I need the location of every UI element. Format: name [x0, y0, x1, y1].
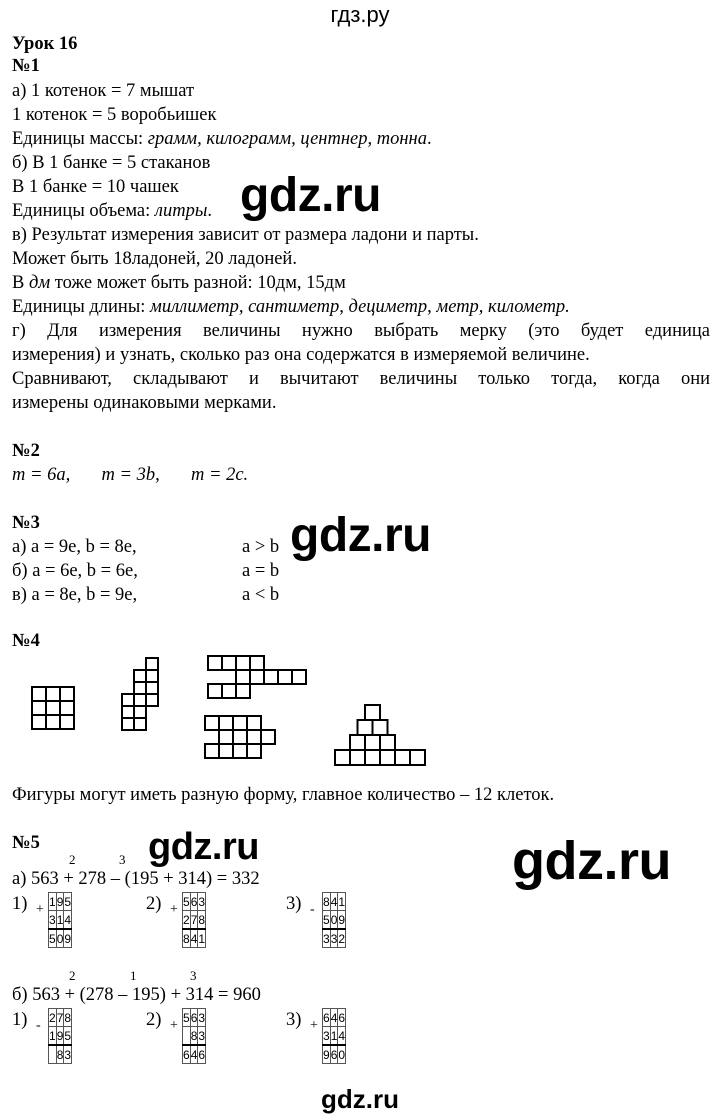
calc-step-label: 3)	[286, 894, 302, 914]
operation-sign: +	[170, 1018, 178, 1033]
task5-heading: №5	[12, 833, 40, 853]
figure-cell	[250, 670, 264, 684]
figure-cell	[236, 656, 250, 670]
digit-cell: 6	[190, 1010, 198, 1025]
digit-cell: 8	[56, 1045, 64, 1064]
digit-cell: 5	[64, 1027, 72, 1046]
figure-cell	[247, 716, 261, 730]
calc-step-label: 2)	[146, 894, 162, 914]
digit-cell: 7	[56, 1010, 64, 1025]
task1-line: в) Результат измерения зависит от размера ладони и парты.	[12, 225, 479, 245]
figure-cell	[208, 656, 222, 670]
digit-cell: 4	[338, 1027, 346, 1046]
watermark: gdz.ru	[512, 831, 671, 891]
figure-cell	[122, 706, 134, 718]
figure-cell	[233, 744, 247, 758]
digit-cell: 5	[323, 911, 331, 930]
task1-heading: №1	[12, 56, 40, 76]
figure-cell	[373, 720, 388, 735]
operation-sign: +	[36, 902, 44, 917]
task4-figures	[0, 650, 720, 780]
digit-cell: 1	[49, 894, 56, 909]
figure-cell	[205, 716, 219, 730]
figure-cell	[350, 735, 365, 750]
figure-cell	[60, 715, 74, 729]
task1-line: 1 котенок = 5 воробьишек	[12, 105, 217, 125]
figure-cell	[219, 716, 233, 730]
figure-cell	[358, 720, 373, 735]
digit-cell: 1	[338, 894, 346, 909]
figure-cell	[247, 744, 261, 758]
figure-cell	[46, 715, 60, 729]
digit-cell: 3	[323, 1027, 331, 1046]
operation-sign: -	[310, 902, 315, 917]
figure-cell	[335, 750, 350, 765]
figure-cell	[208, 684, 222, 698]
figure-cell	[146, 694, 158, 706]
task1-line: г) Для измерения величины нужно выбрать мерку (это будет единица	[12, 321, 710, 341]
task1-line: Единицы массы: грамм, килограмм, центнер, тонна.	[12, 129, 432, 149]
task1-line: измерения) и узнать, сколько раз она содержатся в измеряемой величине.	[12, 345, 590, 365]
figure-cell	[380, 750, 395, 765]
figure-cell	[32, 701, 46, 715]
digit-cell: 8	[198, 911, 206, 930]
digit-cell	[49, 1045, 57, 1064]
digit-cell: 8	[190, 1027, 198, 1046]
digit-cell: 4	[64, 911, 72, 930]
figure-cell	[365, 750, 380, 765]
task1-line: Может быть 18ладоней, 20 ладоней.	[12, 249, 297, 269]
calc-step-label: 1)	[12, 894, 28, 914]
digit-cell: 8	[64, 1010, 72, 1025]
digit-cell: 4	[190, 929, 198, 948]
digit-cell: 9	[56, 1027, 64, 1046]
figure-cell	[60, 687, 74, 701]
digit-cell: 1	[49, 1027, 57, 1046]
digit-cell: 7	[190, 911, 198, 930]
order-mark: 3	[119, 852, 126, 867]
digit-cell: 6	[338, 1010, 346, 1025]
figure-cell	[236, 684, 250, 698]
task4-heading: №4	[12, 631, 40, 651]
task1-line: б) В 1 банке = 5 стаканов	[12, 153, 211, 173]
task1-line: Сравнивают, складывают и вычитают величины только тогда, когда они	[12, 369, 710, 389]
task3-row: а) a = 9е, b = 8е,	[12, 537, 137, 557]
figure-cell	[395, 750, 410, 765]
task3-row: б) a = 6е, b = 6е,	[12, 561, 138, 581]
figure-cell	[247, 730, 261, 744]
figure-cell	[278, 670, 292, 684]
order-mark: 2	[69, 968, 76, 983]
watermark: gdz.ru	[240, 169, 381, 222]
figure-cell	[250, 656, 264, 670]
figure-cell	[236, 670, 250, 684]
figure-cell	[122, 718, 134, 730]
footer-watermark: gdz.ru	[321, 1084, 399, 1114]
digit-cell: 1	[56, 911, 64, 930]
digit-cell: 8	[323, 894, 330, 909]
task3-heading: №3	[12, 513, 40, 533]
figure-cell	[365, 705, 380, 720]
digit-cell: 6	[183, 1045, 191, 1064]
figure-cell	[122, 694, 134, 706]
task4-caption: Фигуры могут иметь разную форму, главное количество – 12 клеток.	[12, 785, 555, 805]
figure-cell	[261, 730, 275, 744]
figure-cell	[134, 682, 146, 694]
calc-step-label: 1)	[12, 1010, 28, 1030]
task1-line: В 1 банке = 10 чашек	[12, 177, 179, 197]
digit-cell: 0	[330, 911, 338, 930]
figure-cell	[146, 682, 158, 694]
calc-step-label: 3)	[286, 1010, 302, 1030]
lesson-title: Урок 16	[12, 34, 78, 54]
digit-cell: 3	[330, 929, 338, 948]
digit-cell: 1	[330, 1027, 338, 1046]
figure-cell	[233, 730, 247, 744]
digit-cell: 2	[49, 1010, 56, 1025]
digit-cell: 5	[49, 929, 57, 948]
digit-cell: 3	[49, 911, 57, 930]
task1-line: измерены одинаковыми мерками.	[12, 393, 277, 413]
digit-cell: 5	[183, 894, 190, 909]
digit-cell	[183, 1027, 191, 1046]
digit-cell: 4	[330, 1010, 338, 1025]
digit-cell: 9	[338, 911, 346, 930]
figure-cell	[146, 658, 158, 670]
digit-cell: 6	[330, 1045, 338, 1064]
figure-cell	[134, 718, 146, 730]
calc-step-label: 2)	[146, 1010, 162, 1030]
digit-cell: 5	[183, 1010, 190, 1025]
digit-cell: 8	[183, 929, 191, 948]
task1-line: а) 1 котенок = 7 мышат	[12, 81, 195, 101]
figure-cell	[292, 670, 306, 684]
figure-cell	[410, 750, 425, 765]
figure-cell	[146, 670, 158, 682]
order-mark: 3	[190, 968, 197, 983]
figure-cell	[380, 735, 395, 750]
figure-cell	[222, 684, 236, 698]
task5-expression-a: а) 563 + 278 – (195 + 314) = 332	[12, 869, 260, 889]
figure-cell	[350, 750, 365, 765]
operation-sign: -	[36, 1018, 41, 1033]
figure-cell	[219, 744, 233, 758]
digit-cell: 4	[190, 1045, 198, 1064]
task2-heading: №2	[12, 441, 40, 461]
digit-cell: 0	[56, 929, 64, 948]
watermark: gdz.ru	[148, 826, 259, 868]
digit-cell: 9	[64, 929, 72, 948]
digit-cell: 3	[198, 1010, 206, 1025]
figure-cell	[46, 701, 60, 715]
digit-cell: 9	[323, 1045, 331, 1064]
order-mark: 1	[130, 968, 137, 983]
digit-cell: 3	[198, 1027, 206, 1046]
figure-cell	[46, 687, 60, 701]
task3-row: в) a = 8е, b = 9е,	[12, 585, 138, 605]
task5-expression-b: б) 563 + (278 – 195) + 314 = 960	[12, 985, 261, 1005]
operation-sign: +	[170, 902, 178, 917]
figure-cell	[205, 744, 219, 758]
digit-cell: 6	[198, 1045, 206, 1064]
digit-cell: 5	[64, 894, 72, 909]
task1-line: В дм тоже может быть разной: 10дм, 15дм	[12, 273, 346, 293]
task1-line: Единицы длины: миллиметр, сантиметр, дециметр, метр, километр.	[12, 297, 570, 317]
digit-cell: 0	[338, 1045, 346, 1064]
figure-cell	[32, 715, 46, 729]
figure-cell	[60, 701, 74, 715]
watermark: gdz.ru	[290, 509, 431, 562]
figure-cell	[222, 656, 236, 670]
operation-sign: +	[310, 1018, 318, 1033]
figure-cell	[233, 716, 247, 730]
digit-cell: 4	[330, 894, 338, 909]
digit-cell: 3	[64, 1045, 72, 1064]
figure-cell	[134, 670, 146, 682]
task3-compare: a = b	[242, 561, 280, 581]
digit-cell: 3	[198, 894, 206, 909]
digit-cell: 6	[190, 894, 198, 909]
figure-cell	[264, 670, 278, 684]
site-header: гдз.ру	[330, 2, 390, 27]
digit-cell: 2	[183, 911, 191, 930]
figure-cell	[219, 730, 233, 744]
task3-compare: a > b	[242, 537, 280, 557]
digit-cell: 2	[338, 929, 346, 948]
order-mark: 2	[69, 852, 76, 867]
digit-cell: 3	[323, 929, 331, 948]
task2-equations: m = 6a, m = 3b, m = 2c.	[12, 465, 249, 485]
figure-cell	[32, 687, 46, 701]
figure-cell	[134, 694, 146, 706]
digit-cell: 9	[56, 894, 64, 909]
task1-line: Единицы объема: литры.	[12, 201, 212, 221]
figure-cell	[134, 706, 146, 718]
digit-cell: 1	[198, 929, 206, 948]
figure-cell	[365, 735, 380, 750]
task3-compare: a < b	[242, 585, 280, 605]
digit-cell: 6	[323, 1010, 330, 1025]
